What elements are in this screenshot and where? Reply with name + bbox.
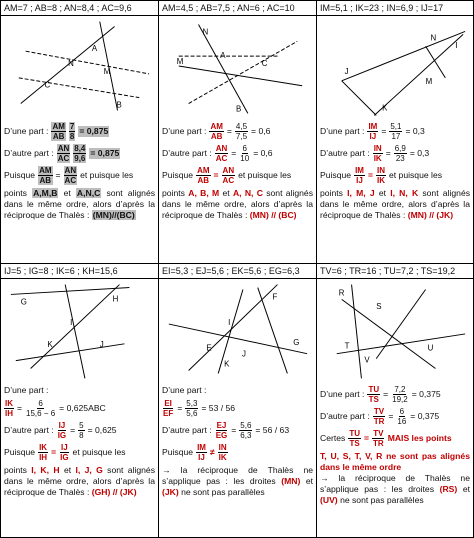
conclusion-paragraph: points A,M,B et A,N,C sont alignés dans le même ordre, alors d’après la réciproque de Thalès : (MN)//(BC) xyxy=(4,188,156,220)
result-value: = 0,875 xyxy=(79,126,109,136)
point-label: J xyxy=(344,66,349,76)
geometry-figure xyxy=(1,279,158,379)
point-label: I xyxy=(228,318,231,328)
exercise-cell-3 xyxy=(316,0,474,264)
ratio-fraction: $\frac{AM}{AB}$ xyxy=(39,166,52,185)
ratio-fraction: $\frac{AN}{AC}$ xyxy=(64,166,77,185)
point-label: K xyxy=(224,359,230,369)
point-label: N xyxy=(202,27,209,37)
cell-body xyxy=(4,119,155,221)
point-label: V xyxy=(364,355,370,365)
value-fraction: $\frac{8,4}{9,6}$ xyxy=(74,144,86,163)
point-label: T xyxy=(344,341,350,351)
exercise-cell-6 xyxy=(316,263,474,538)
cell-body: D’une part : $\frac{AM}{AB}$ = $\frac{4,5}{7,5}$ = 0,6 D’autre part : $\frac{AN}{AC}$ = $\frac{6}{10}$ = 0,6 Puisque $\frac{AM}{AB}$ = $\frac{AN}{AC}$ et puisque les points A, B, M et A, N, C sont alignés dans le même ordre, alors d’après la réciproque de Thalès : (MN) // (BC) xyxy=(162,122,313,220)
point-label: J xyxy=(241,349,246,359)
point-label: K xyxy=(382,103,388,113)
cell-header: IM=5,1 ; IK=23 ; IN=6,9 ; IJ=17 xyxy=(317,1,473,16)
point-label: M xyxy=(103,66,111,76)
cell-header: IJ=5 ; IG=8 ; IK=6 ; KH=15,6 xyxy=(1,264,158,279)
point-label: A xyxy=(220,51,226,61)
geometry-figure xyxy=(159,16,316,116)
value-fraction: $\frac{7}{8}$ xyxy=(69,122,75,141)
exercise-cell-4 xyxy=(0,263,159,538)
conclusion-paragraph: T, U, S, T, V, R ne sont pas alignés dans le même ordre → la réciproque de Thalès ne s’applique pas : les droites (RS) et (UV) ne sont pas parallèles xyxy=(320,451,471,505)
point-label: B xyxy=(236,104,242,114)
point-label: G xyxy=(20,297,27,307)
point-label: H xyxy=(112,294,119,304)
point-label: U xyxy=(427,343,434,353)
conclusion-paragraph: points A, B, M et A, N, C sont alignés dans le même ordre, alors d’après la réciproque de Thalès : (MN) // (BC) xyxy=(162,188,313,220)
point-label: G xyxy=(293,337,300,347)
point-label: C xyxy=(44,80,51,90)
point-label: N xyxy=(68,59,74,68)
cell-header: EI=5,3 ; EJ=5,6 ; EK=5,6 ; EG=6,3 xyxy=(159,264,316,279)
cell-header: AM=4,5 ; AB=7,5 ; AN=6 ; AC=10 xyxy=(159,1,316,16)
ratio-fraction: $\frac{AN}{AC}$ xyxy=(57,144,70,163)
geometry-figure xyxy=(159,279,316,379)
cell-body: D’une part : $\frac{IM}{IJ}$ = $\frac{5,1}{17}$ = 0,3 D’autre part : $\frac{IN}{IK}$ = $\frac{6,9}{23}$ = 0,3 Puisque $\frac{IM}{IJ}$ = $\frac{IN}{IK}$ et puisque les points I, M, J et I, N, K sont alignés dans le même ordre, alors d’après la réciproque de Thalès : (MN) // (JK) xyxy=(320,122,471,220)
cell-body: D’une part : $\frac{TU}{TS}$ = $\frac{7,2}{19,2}$ = 0,375 D’autre part : $\frac{TV}{TR}$ = $\frac{6}{16}$ = 0,375 Certes $\frac{TU}{TS}$ = $\frac{TV}{TR}$ MAIS les points T, U, S, T, V, R ne sont pas alignés dans le même ordre → la réciproque de Thalès ne s’applique pas : les droites (RS) et (UV) ne sont pas parallèles xyxy=(320,385,471,505)
exercise-cell-2 xyxy=(158,0,317,264)
geometry-figure xyxy=(317,16,473,116)
conclusion-paragraph: points I, K, H et I, J, G sont alignés dans le même ordre, alors d’après la réciproque de Thalès : (GH) // (JK) xyxy=(4,465,156,497)
conclusion-paragraph: points I, M, J et I, N, K sont alignés dans le même ordre, alors d’après la réciproque de Thalès : (MN) // (JK) xyxy=(320,188,471,220)
operator: = xyxy=(55,170,61,180)
point-label: E xyxy=(206,343,212,353)
cell-header: TV=6 ; TR=16 ; TU=7,2 ; TS=19,2 xyxy=(317,264,473,279)
result-value: = 0,875 xyxy=(90,148,120,158)
point-label: J xyxy=(99,339,104,349)
geometry-figure xyxy=(1,16,158,116)
cond-tail: et puisque les xyxy=(80,170,134,180)
point-label: F xyxy=(272,292,278,302)
point-label: N xyxy=(430,33,437,43)
point-label: S xyxy=(376,302,382,312)
conclusion-paragraph: → la réciproque de Thalès ne s’applique pas : les droites (MN) et (JK) ne sont pas parallèles xyxy=(162,465,313,497)
line-label: D’autre part : xyxy=(4,148,54,158)
exercise-cell-5 xyxy=(158,263,317,538)
point-label: R xyxy=(338,288,345,298)
line-label: D’une part : xyxy=(4,126,49,136)
point-label: I xyxy=(70,318,73,328)
point-label: M xyxy=(425,76,433,86)
point-label: M xyxy=(176,57,184,67)
conclusion-badge: (MN)//(BC) xyxy=(92,210,135,220)
ratio-fraction: $\frac{AM}{AB}$ xyxy=(52,122,65,141)
point-label: K xyxy=(47,339,53,349)
cell-body: D’une part : $\frac{IK}{IH}$ = $\frac{6}{15,6 - 6}$ = 0,625ABC D’autre part : $\frac{IJ}{IG}$ = $\frac{5}{8}$ = 0,625 Puisque $\frac{IK}{IH}$ = $\frac{IJ}{IG}$ et puisque les points I, K, H et I, J, G sont alignés dans le même ordre, alors d’après la réciproque de Thalès : (GH) // (JK) xyxy=(4,385,156,497)
cond-start: Puisque xyxy=(4,170,36,180)
point-label: C xyxy=(261,59,268,68)
point-label: A xyxy=(91,44,98,54)
cell-header: AM=7 ; AB=8 ; AN=8,4 ; AC=9,6 xyxy=(1,1,158,16)
exercise-cell-1 xyxy=(0,0,159,264)
point-label: B xyxy=(116,100,122,110)
point-label: I xyxy=(455,41,458,51)
cell-body: D’une part : $\frac{EI}{EF}$ = $\frac{5,3}{5,6}$ = 53 / 56 D’autre part : $\frac{EJ}{EG}$ = $\frac{5,6}{6,3}$ = 56 / 63 Puisque $\frac{IM}{IJ}$ ≠ $\frac{IN}{IK}$ → la réciproque de Thalès ne s’applique pas : les droites (MN) et (JK) ne sont pas parallèles xyxy=(162,385,313,497)
geometry-figure xyxy=(317,279,473,379)
